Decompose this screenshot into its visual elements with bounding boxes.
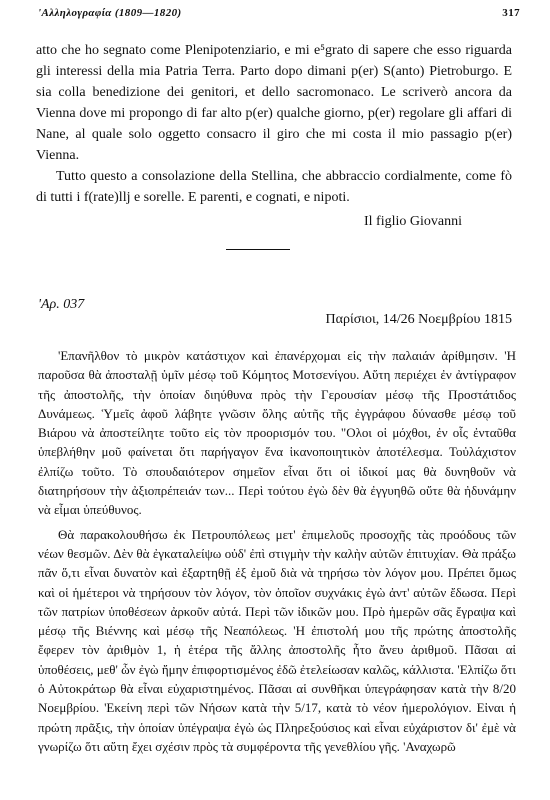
running-title: 'Αλληλογραφία (1809—1820) <box>38 7 182 19</box>
italian-letter-ending <box>36 40 512 232</box>
italian-paragraph-1: atto che ho segnato come Plenipotenziario, e mi e⁵grato di sapere che esso riguarda gli interessi della mia Patria Terra. Parto dopo dimani p(er) S(anto) Pietroburgo. E sia colla benedizione dei genitori, et dello sacromonaco. Le scriverò ancora da Vienna dove mi propongo di far alto p(er) qualche giorno, p(er) regolare gli affari di Nane, al quale solo oggetto consacro il giro che mi costa il mio passagio p(er) Vienna. <box>36 43 512 163</box>
page-number: 317 <box>502 7 520 19</box>
page-header <box>38 7 520 19</box>
letter-place-date: Παρίσιοι, 14/26 Νοεμβρίου 1815 <box>325 312 512 327</box>
letter-number: 'Αρ. 037 <box>38 297 85 312</box>
signature: Il figlio Giovanni <box>364 214 462 229</box>
greek-paragraph-2: Θὰ παρακολουθήσω ἐκ Πετρουπόλεως μετ' ἐπιμελοῦς προσοχῆς τὰς προόδους τῶν νέων θεσμῶν. Δὲν θὰ ἐγκαταλείψω οὐδ' ἐπὶ στιγμὴν τὴν καλὴν αὐτῶν ἐπιτυχίαν. Θὰ πράξω πᾶν ὅ,τι εἶναι δυνατὸν καὶ ἐξαρτηθῇ ἐξ ἐμοῦ διὰ νὰ τηρήσω τὸν λόγον μου. Πρέπει ὅμως καὶ οἱ ἡμέτεροι νὰ τηρήσουν τὸν λόγον, τὸν ὁποῖον συχνάκις ἐγὼ ἀντ' αὐτῶν ἔδωσα. Περὶ τῶν πατρίων ὑποθέσεων ἀρκοῦν αὐτά. Περὶ τῶν ἰδικῶν μου. Πρὸ ἡμερῶν σᾶς ἔγραψα καὶ μέσῳ τῆς Βιέννης καὶ μέσῳ τῆς Νεαπόλεως. 'Η ἐπιστολή μου τῆς πρώτης ἀποστολῆς ἔφερεν τὸν ἀριθμὸν 1, ἡ ἑτέρα τῆς ἄλλης ἀποστολῆς ἦτο ἄνευ ἀριθμοῦ. Πᾶσαι αἱ ὑποθέσεις, μεθ' ὧν ἐγὼ ἤμην ἐπιφορτισμένος ἐδῶ ἐτελείωσαν καλῶς, κάλλιστα. 'Ελπίζω ὅτι ὁ Αὐτοκράτωρ θὰ εἶναι εὐχαριστημένος. Πᾶσαι αἱ συνθῆκαι ὑπεγράφησαν κατὰ τὴν 8/20 Νοεμβρίου. 'Εκείνη περὶ τῶν Νήσων κατὰ τὴν 5/17, κατὰ τὸ νέον ἡμερολόγιον. Εἰναι ἡ πρώτη πρᾶξις, τὴν ὁποίαν ὑπέγραψα ἐγὼ ὡς Πληρεξούσιος καὶ εἶναι εὐχάριστον δι' ἐμὲ νὰ γνωρίζω ὅτι αὕτη ἔχει σχέσιν πρὸς τὰ συμφέροντα τῆς γενεθλίου γῆς. 'Αναχωρῶ <box>38 526 516 754</box>
greek-paragraph-1: 'Επανῆλθον τὸ μικρὸν κατάστιχον καὶ ἐπανέρχομαι εἰς τὴν παλαιάν ἀρίθμησιν. 'Η παροῦσα θὰ ἀποσταλῇ ὑμῖν μέσῳ τοῦ Κόμητος Μοτσενίγου. Αὕτη περιέχει ἐν ἀντίγραφον τῆς ἀποστολῆς, τὴν ὁποίαν διηύθυνα πρὸς τὴν Γερουσίαν μέσῳ τῆς Προστάτιδος Δυνάμεως. Ὑμεῖς ἀφοῦ λάβητε γνῶσιν ὅλης αὐτῆς τῆς ἐγγράφου δύνασθε μέσῳ τοῦ Βιάρου νὰ ἀποστείλητε τοῦτο εἰς τὸν προορισμόν του. "Ολοι οἱ μόχθοι, ἐν οἷς ἐνταῦθα ὑπεβλήθην μοῦ φαίνεται ὅτι παρήγαγον ἕνα ἱκανοποιητικὸν ἀποτέλεσμα. Τοὐλάχιστον ἐλπίζω τοῦτο. Τὸ σπουδαιότερον σημεῖον εἶναι ὅτι οἱ ἰδικοί μας θὰ δυνηθοῦν νὰ διατηρήσουν τὴν ἀξιοπρέπειάν των... Περὶ τούτου ἐγὼ δὲν θὰ ἐγγυηθῶ οὔτε θὰ ἠδυνάμην νὰ εἶμαι ὑπεύθυνος. <box>38 348 516 518</box>
section-divider <box>226 249 290 250</box>
greek-letter-body <box>38 346 516 756</box>
italian-paragraph-2: Tutto questo a consolazione della Stellina, che abbraccio cordialmente, come fò di tutti i f(rate)llj e sorelle. E parenti, e cognati, e nipoti. <box>36 169 512 205</box>
